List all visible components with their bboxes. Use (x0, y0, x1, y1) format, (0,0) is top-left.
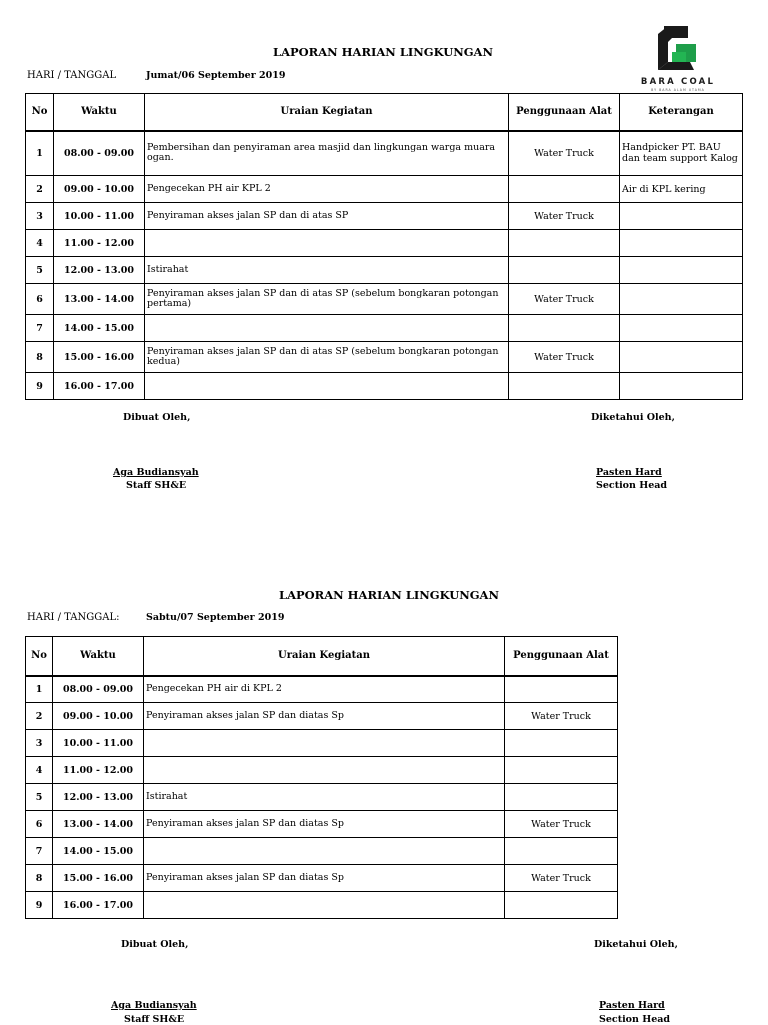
report1-known-by-label: Diketahui Oleh, (591, 412, 675, 423)
row-tool: Water Truck (509, 284, 620, 315)
report1-title: LAPORAN HARIAN LINGKUNGAN (272, 45, 493, 59)
table-row (26, 342, 743, 373)
report2-right-clip (0, 560, 678, 1025)
row-desc: Pembersihan dan penyiraman area masjid dan lingkungan warga muara ogan. (145, 131, 509, 176)
row-desc: Pengecekan PH air KPL 2 (145, 176, 509, 203)
header-no: No (26, 637, 53, 676)
row-no: 3 (26, 203, 54, 230)
report1-made-by-role: Staff SH&E (126, 480, 187, 491)
report2-made-by-name: Aga Budiansyah (111, 1000, 197, 1011)
row-tool (509, 230, 620, 257)
report1-known-by-name: Pasten Hard (596, 467, 662, 478)
row-note (620, 203, 743, 230)
header-time: Waktu (54, 94, 145, 131)
header-time: Waktu (53, 637, 144, 676)
row-no: 4 (26, 757, 53, 784)
table-row (26, 131, 743, 176)
table-row (26, 203, 743, 230)
row-time: 11.00 - 12.00 (54, 230, 145, 257)
row-no: 7 (26, 838, 53, 865)
report2-title: LAPORAN HARIAN LINGKUNGAN (278, 588, 499, 602)
row-time: 08.00 - 09.00 (53, 676, 144, 703)
row-no: 1 (26, 676, 53, 703)
header-desc: Uraian Kegiatan (144, 637, 505, 676)
row-time: 12.00 - 13.00 (54, 257, 145, 284)
row-time: 15.00 - 16.00 (53, 865, 144, 892)
row-desc (145, 315, 509, 342)
table-row (26, 373, 743, 400)
row-no: 1 (26, 131, 54, 176)
table-row (26, 230, 743, 257)
report1-date-value: Jumat/06 September 2019 (146, 70, 286, 81)
row-note (620, 284, 743, 315)
row-time: 08.00 - 09.00 (54, 131, 145, 176)
row-time: 11.00 - 12.00 (53, 757, 144, 784)
report1-made-by-label: Dibuat Oleh, (123, 412, 191, 423)
row-tool: Water Truck (509, 131, 620, 176)
row-no: 2 (26, 176, 54, 203)
row-desc: Penyiraman akses jalan SP dan diatas Sp (144, 865, 505, 892)
row-no: 2 (26, 703, 53, 730)
report1-table (25, 93, 743, 400)
table-row (26, 315, 743, 342)
table-row (26, 176, 743, 203)
row-tool (509, 373, 620, 400)
report2-known-by-role: Section Head (599, 1014, 671, 1025)
row-time: 14.00 - 15.00 (54, 315, 145, 342)
report2-date-label: HARI / TANGGAL: (27, 612, 120, 623)
row-desc (145, 230, 509, 257)
table-row (26, 257, 743, 284)
row-desc: Penyiraman akses jalan SP dan diatas Sp (144, 811, 505, 838)
row-note (620, 373, 743, 400)
row-no: 9 (26, 373, 54, 400)
row-time: 10.00 - 11.00 (53, 730, 144, 757)
row-note: Handpicker PT. BAU dan team support Kalog (620, 131, 743, 176)
row-desc: Pengecekan PH air di KPL 2 (144, 676, 505, 703)
report1-made-by-name: Aga Budiansyah (113, 467, 199, 478)
report2-made-by-label: Dibuat Oleh, (121, 939, 189, 950)
row-desc (145, 373, 509, 400)
row-desc: Istirahat (145, 257, 509, 284)
row-note (620, 230, 743, 257)
row-no: 5 (26, 784, 53, 811)
header-tool: Penggunaan Alat (509, 94, 620, 131)
brand-tagline: BY BARA ALAM UTAMA (651, 88, 705, 92)
row-no: 8 (26, 342, 54, 373)
row-tool: Water Truck (509, 342, 620, 373)
report1-known-by-role: Section Head (596, 480, 668, 491)
row-no: 6 (26, 811, 53, 838)
header-no: No (26, 94, 54, 131)
row-desc: Istirahat (144, 784, 505, 811)
row-time: 09.00 - 10.00 (54, 176, 145, 203)
report2-made-by-role: Staff SH&E (124, 1014, 185, 1025)
bara-coal-logo (628, 24, 728, 94)
row-desc: Penyiraman akses jalan SP dan diatas Sp (144, 703, 505, 730)
brand-text: BARA COAL (640, 77, 716, 87)
table-header-row (26, 94, 743, 131)
row-time: 14.00 - 15.00 (53, 838, 144, 865)
header-desc: Uraian Kegiatan (145, 94, 509, 131)
row-time: 10.00 - 11.00 (54, 203, 145, 230)
report2-known-by-name: Pasten Hard (599, 1000, 665, 1011)
row-note (620, 315, 743, 342)
row-note: Air di KPL kering (620, 176, 743, 203)
row-note (620, 342, 743, 373)
row-no: 6 (26, 284, 54, 315)
row-no: 7 (26, 315, 54, 342)
row-time: 13.00 - 14.00 (54, 284, 145, 315)
row-time: 15.00 - 16.00 (54, 342, 145, 373)
bara-coal-emblem-icon (628, 24, 728, 94)
row-time: 13.00 - 14.00 (53, 811, 144, 838)
header-note: Keterangan (620, 94, 743, 131)
header-tool: Penggunaan Alat (505, 637, 618, 676)
row-time: 16.00 - 17.00 (53, 892, 144, 919)
row-time: 09.00 - 10.00 (53, 703, 144, 730)
row-time: 12.00 - 13.00 (53, 784, 144, 811)
row-tool: Water Truck (505, 703, 618, 730)
row-time: 16.00 - 17.00 (54, 373, 145, 400)
row-no: 4 (26, 230, 54, 257)
row-tool: Water Truck (505, 811, 618, 838)
row-desc: Penyiraman akses jalan SP dan di atas SP (sebelum bongkaran potongan pertama) (145, 284, 509, 315)
report2-known-by-label: Diketahui Oleh, (594, 939, 678, 950)
row-tool (509, 315, 620, 342)
row-no: 9 (26, 892, 53, 919)
row-tool: Water Truck (505, 865, 618, 892)
table-row (26, 284, 743, 315)
row-no: 8 (26, 865, 53, 892)
row-tool (509, 257, 620, 284)
row-desc: Penyiraman akses jalan SP dan di atas SP (145, 203, 509, 230)
report2-date-value: Sabtu/07 September 2019 (146, 612, 285, 623)
row-tool: Water Truck (509, 203, 620, 230)
row-no: 3 (26, 730, 53, 757)
row-tool (509, 176, 620, 203)
row-no: 5 (26, 257, 54, 284)
report1-date-label: HARI / TANGGAL (27, 70, 117, 81)
row-note (620, 257, 743, 284)
row-desc: Penyiraman akses jalan SP dan di atas SP (sebelum bongkaran potongan kedua) (145, 342, 509, 373)
